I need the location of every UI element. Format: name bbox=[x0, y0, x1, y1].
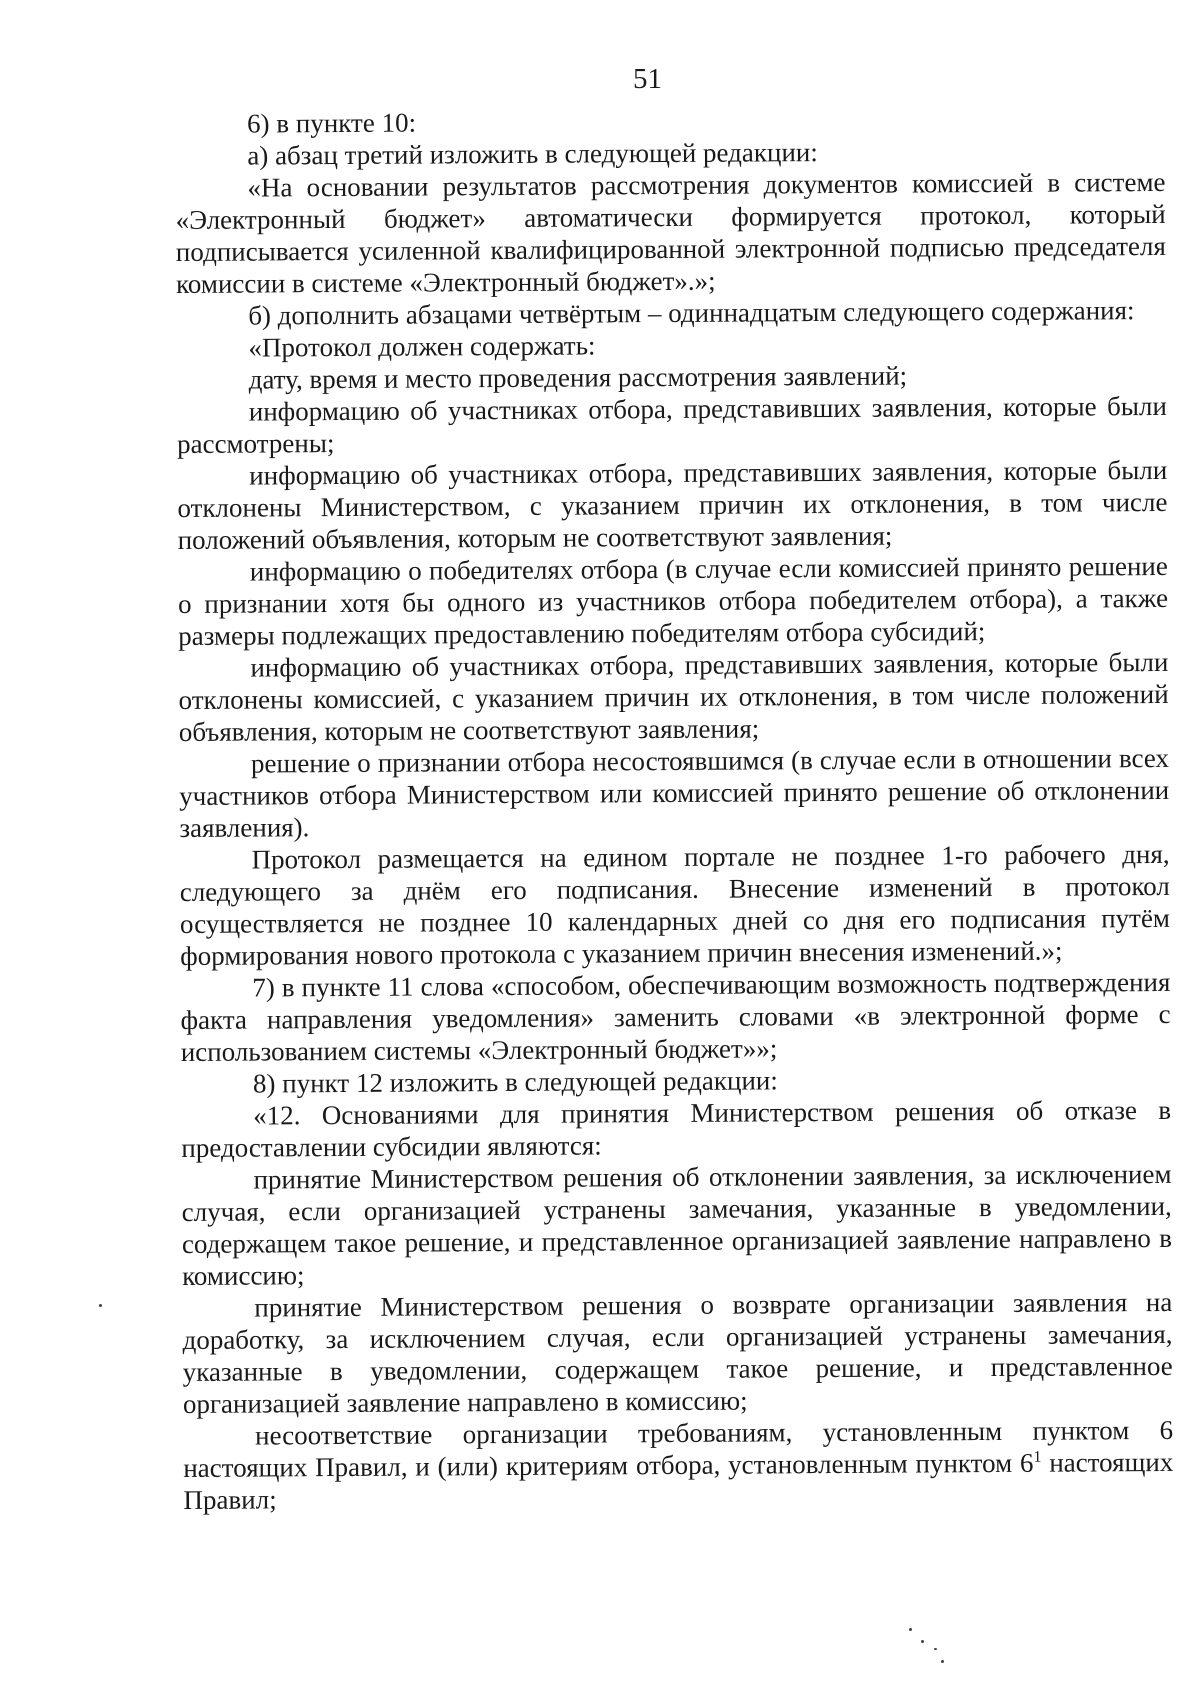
paragraph: «На основании результатов рассмотрения документов комиссией в системе «Электронный бюджет» автоматически формируется протокол, который подписывается усиленной квалифицированной электронной подписью председателя комиссии в системе «Электронный бюджет».»; bbox=[175, 166, 1166, 299]
paragraph: принятие Министерством решения об отклонении заявления, за исключением случая, если организацией устранены замечания, указанные в уведомлении, содержащем такое решение, и представленное организацией заявление направлено в комиссию; bbox=[181, 1158, 1173, 1291]
paragraph: Протокол размещается на едином портале не позднее 1-го рабочего дня, следующего за днём его подписания. Внесение изменений в протокол осуществляется не позднее 10 календарных дней со дня его подписания путём формирования нового протокола с указанием причин внесения изменений.»; bbox=[179, 838, 1171, 971]
document-body bbox=[175, 102, 1174, 1516]
paragraph-last-text: несоответствие организации требованиям, установленным пунктом 6 настоящих Правил, и (или) критериям отбора, установленным пунктом 6 bbox=[183, 1414, 1174, 1483]
paragraph: 7) в пункте 11 слова «способом, обеспечивающим возможность подтверждения факта направления уведомления» заменить словами «в электронной форме с использованием системы «Электронный бюджет»»; bbox=[180, 966, 1171, 1067]
paragraph: 8) пункт 12 изложить в следующей редакции: bbox=[252, 1065, 778, 1099]
paragraph: дату, время и место проведения рассмотрения заявлений; bbox=[248, 360, 908, 395]
superscript: 1 bbox=[1033, 1448, 1042, 1466]
scan-speck bbox=[941, 1660, 944, 1663]
paragraph-last-tail: настоящих Правил; bbox=[183, 1446, 1174, 1515]
paragraph: информацию о победителях отбора (в случае если комиссией принято решение о признании хотя бы одного из участников отбора победителем отбора), а также размеры подлежащих предоставлению победителям отбора субсидий; bbox=[177, 550, 1169, 651]
paragraph: «12. Основаниями для принятия Министерством решения об отказе в предоставлении субсидии являются: bbox=[181, 1094, 1172, 1163]
paragraph: информацию об участниках отбора, представивших заявления, которые были отклонены комиссией, с указанием причин их отклонения, в том числе положений объявления, которым не соответствуют заявления; bbox=[178, 646, 1169, 747]
scan-speck bbox=[909, 1628, 912, 1631]
paragraph-last bbox=[183, 1414, 1174, 1516]
paragraph: б) дополнить абзацами четвёртым – одиннадцатым следующего содержания: bbox=[248, 295, 1135, 331]
paragraph: решение о признании отбора несостоявшимся (в случае если в отношении всех участников отбора Министерством или комиссией принято решение об отклонении заявления). bbox=[179, 742, 1170, 843]
paragraph: «Протокол должен содержать: bbox=[248, 330, 596, 363]
paragraph: принятие Министерством решения о возврате организации заявления на доработку, за исключением случая, если организацией устранены замечания, указанные в уведомлении, содержащем такое решение, и представленное организацией заявление направлено в комиссию; bbox=[182, 1286, 1173, 1419]
paragraph: 6) в пункте 10: bbox=[247, 107, 417, 139]
page-number: 51 bbox=[633, 63, 662, 95]
scan-speck bbox=[99, 1304, 102, 1307]
paragraph: информацию об участниках отбора, представивших заявления, которые были отклонены Министерством, с указанием причин их отклонения, в том числе положений объявления, которым не соответствуют заявления; bbox=[177, 454, 1168, 555]
scan-speck bbox=[934, 1648, 937, 1650]
scan-speck bbox=[921, 1640, 924, 1643]
paragraph: информацию об участниках отбора, представивших заявления, которые были рассмотрены; bbox=[176, 390, 1167, 459]
paragraph: а) абзац третий изложить в следующей редакции: bbox=[247, 137, 818, 171]
